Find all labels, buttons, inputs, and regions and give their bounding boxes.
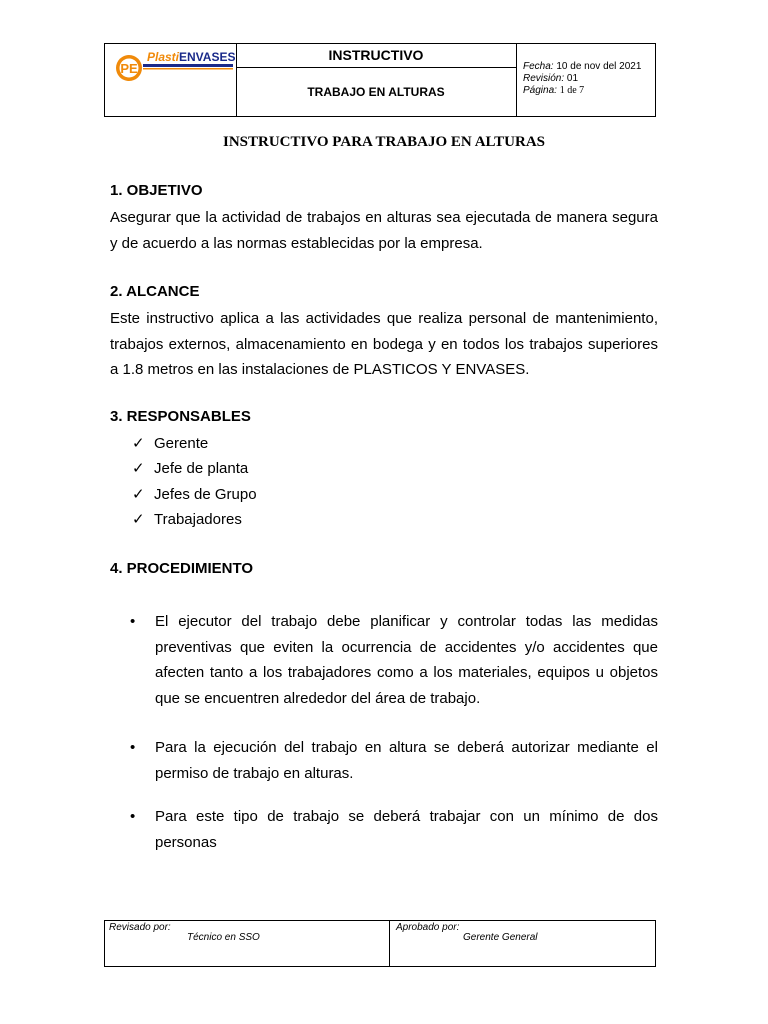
meta-fecha bbox=[523, 61, 641, 73]
logo-word-plasti: Plasti bbox=[147, 50, 180, 64]
bullet-icon: • bbox=[130, 739, 136, 756]
responsable-item bbox=[132, 485, 257, 503]
responsable-item bbox=[132, 434, 208, 452]
revisado-cell bbox=[105, 921, 390, 966]
revisado-value: Técnico en SSO bbox=[187, 932, 260, 943]
aprobado-value: Gerente General bbox=[463, 932, 538, 943]
pagina-value: 1 de 7 bbox=[559, 85, 585, 96]
revision-value: 01 bbox=[566, 73, 579, 84]
fecha-value: 10 de nov del 2021 bbox=[556, 61, 642, 72]
section-heading-responsables: 3. RESPONSABLES bbox=[110, 408, 251, 425]
bullet-icon: • bbox=[130, 808, 136, 825]
pagina-label: Página: bbox=[523, 85, 557, 96]
responsable-item bbox=[132, 459, 248, 477]
document-title: INSTRUCTIVO PARA TRABAJO EN ALTURAS bbox=[223, 134, 545, 150]
svg-text:PE: PE bbox=[120, 61, 138, 76]
logo-word-envases: ENVASES bbox=[179, 50, 236, 64]
meta-revision bbox=[523, 73, 641, 85]
meta-pagina bbox=[523, 85, 641, 97]
fecha-label: Fecha: bbox=[523, 61, 554, 72]
responsable-label: Gerente bbox=[154, 435, 209, 452]
bullet-icon: • bbox=[130, 613, 136, 630]
alcance-text: Este instructivo aplica a las actividades que realiza personal de mantenimiento, trabajos externos, almacenamiento en bodega y en todos los trabajos superiores a 1.8 metros en las instalaciones de PLASTICOS Y ENVASES. bbox=[110, 310, 658, 378]
meta-cell bbox=[523, 61, 641, 97]
title-cell bbox=[236, 44, 517, 116]
responsable-label: Jefes de Grupo bbox=[154, 486, 257, 503]
responsable-item bbox=[132, 510, 242, 528]
procedure-item bbox=[130, 804, 658, 855]
logo-wordmark bbox=[147, 50, 235, 64]
document-footer-table bbox=[104, 920, 656, 967]
checkmark-icon: ✓ bbox=[132, 486, 145, 503]
logo-cell bbox=[105, 44, 237, 116]
procedure-item bbox=[130, 735, 658, 786]
procedure-item bbox=[130, 609, 658, 711]
company-logo bbox=[113, 48, 235, 88]
checkmark-icon: ✓ bbox=[132, 460, 145, 477]
procedure-text: El ejecutor del trabajo debe planificar y controlar todas las medidas preventivas que eviten la ocurrencia de accidentes y/o accidentes que afecten tanto a los trabajadores como a los materiales, equipos u objetos que se encuentren alrededor del área de trabajo. bbox=[155, 613, 658, 707]
doc-subject: TRABAJO EN ALTURAS bbox=[307, 85, 445, 99]
revisado-label: Revisado por: bbox=[109, 922, 171, 933]
aprobado-label: Aprobado por: bbox=[396, 922, 460, 933]
section-heading-procedimiento: 4. PROCEDIMIENTO bbox=[110, 560, 254, 577]
document-header-table bbox=[104, 43, 656, 117]
doc-type: INSTRUCTIVO bbox=[236, 44, 516, 68]
section-heading-alcance: 2. ALCANCE bbox=[110, 283, 200, 300]
objetivo-text: Asegurar que la actividad de trabajos en alturas sea ejecutada de manera segura y de acuerdo a las normas establecidas por la empresa. bbox=[110, 209, 658, 252]
procedure-text: Para este tipo de trabajo se deberá trabajar con un mínimo de dos personas bbox=[155, 808, 658, 851]
checkmark-icon: ✓ bbox=[132, 511, 145, 528]
procedure-text: Para la ejecución del trabajo en altura se deberá autorizar mediante el permiso de trabajo en alturas. bbox=[155, 739, 658, 782]
responsable-label: Trabajadores bbox=[154, 511, 242, 528]
responsable-label: Jefe de planta bbox=[154, 460, 249, 477]
checkmark-icon: ✓ bbox=[132, 435, 145, 452]
revision-label: Revisión: bbox=[523, 73, 565, 84]
section-heading-objetivo: 1. OBJETIVO bbox=[110, 182, 203, 199]
